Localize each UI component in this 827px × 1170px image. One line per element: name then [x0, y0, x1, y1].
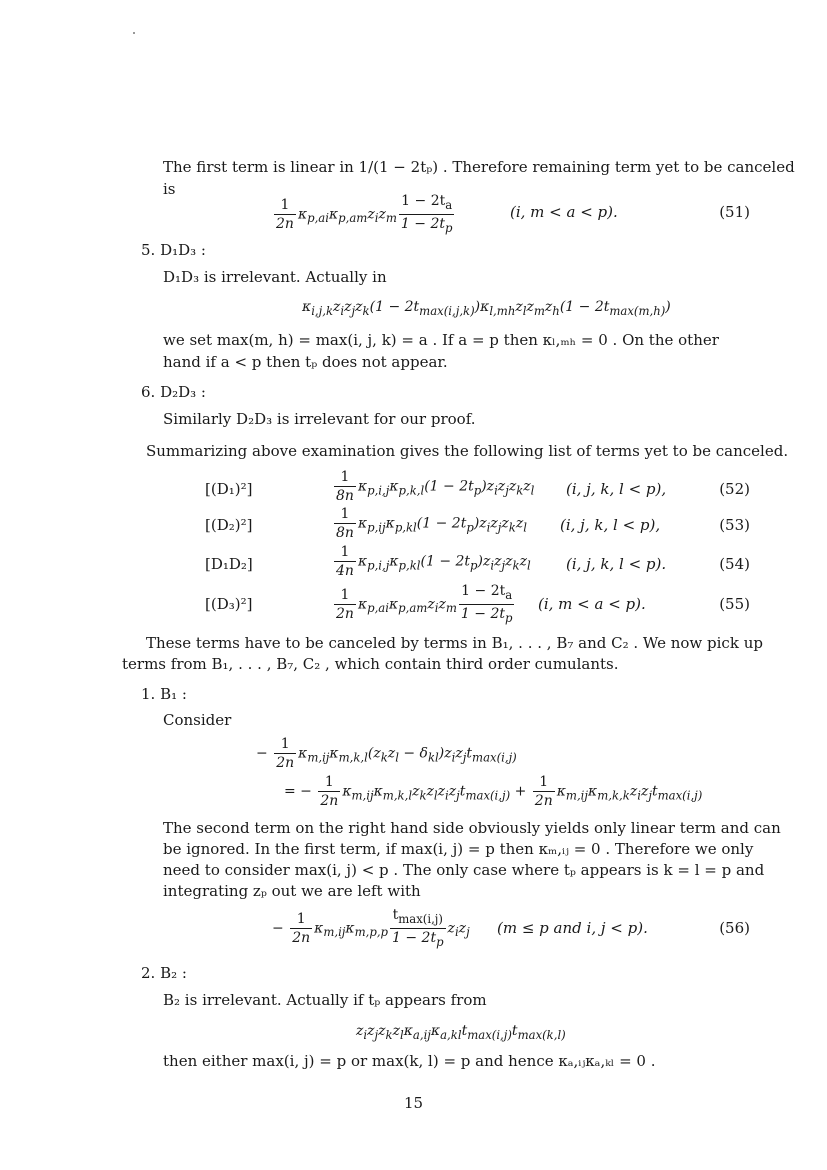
equation-52-condition: (i, j, k, l < p), [566, 480, 667, 498]
item2-line2: then either max(i, j) = p or max(k, l) = p and hence κₐ,ᵢⱼκₐ,ₖₗ = 0 . [163, 1052, 656, 1070]
item1-line4: integrating zₚ out we are left with [163, 882, 421, 900]
equation-54: $\frac{1}{4n}$ $\kappa_{p,i,j}\kappa_{p,kl}(1 - 2t_p)z_iz_jz_kz_l$ [336, 544, 531, 579]
equation-54-condition: (i, j, k, l < p). [566, 555, 667, 573]
para1-line1: The first term is linear in 1/(1 − 2tₚ) . Therefore remaining term yet to be canceled [163, 158, 795, 176]
item1-line2: be ignored. In the first term, if max(i, j) = p then κₘ,ᵢⱼ = 0 . Therefore we only [163, 840, 754, 858]
equation-b1-line1: − $\frac{1}{2n}$ $\kappa_{m,ij}\kappa_{m,k,l}(z_kz_l - \delta_{kl})z_iz_jt_{max(i,j)}$ [256, 736, 517, 771]
list-lhs-53: [(D₂)²] [205, 516, 253, 534]
para2-line1: These terms have to be canceled by terms in B₁, . . . , B₇ and C₂ . We now pick up [146, 634, 763, 652]
equation-53-condition: (i, j, k, l < p), [560, 516, 661, 534]
item2-label: 2. B₂ : [141, 964, 187, 982]
equation-53-number: (53) [719, 516, 750, 534]
list-lhs-52: [(D₁)²] [205, 480, 253, 498]
summary-line: Summarizing above examination gives the following list of terms yet to be canceled. [146, 442, 789, 460]
item6-line1: Similarly D₂D₃ is irrelevant for our proof. [163, 410, 476, 428]
equation-51: $\frac{1}{2n}$ $\kappa_{p,ai}\kappa_{p,am}z_iz_m$ $\frac{1 - 2t_a}{1 - 2t_p}$ [276, 193, 453, 235]
equation-51-condition: (i, m < a < p). [510, 203, 618, 221]
item1-line3: need to consider max(i, j) < p . The only case where tₚ appears is k = l = p and [163, 861, 765, 879]
item5-label: 5. D₁D₃ : [141, 241, 206, 259]
equation-b1-line2: = − $\frac{1}{2n}$ $\kappa_{m,ij}\kappa_{m,k,l}z_kz_lz_iz_jt_{max(i,j)}$ + $\frac{1}{2n}$ $\kappa_{m,ij}\kappa_{m,k,k}z_iz_jt_{max(i,j)}$ [284, 774, 703, 809]
equation-56-number: (56) [719, 919, 750, 937]
equation-53: $\frac{1}{8n}$ $\kappa_{p,ij}\kappa_{p,kl}(1 - 2t_p)z_iz_jz_kz_l$ [336, 506, 527, 541]
page-number: 15 [403, 1094, 424, 1112]
equation-54-number: (54) [719, 555, 750, 573]
item2-line1: B₂ is irrelevant. Actually if tₚ appears from [163, 991, 487, 1009]
item1-label: 1. B₁ : [141, 685, 187, 703]
equation-52: $\frac{1}{8n}$ $\kappa_{p,i,j}\kappa_{p,k,l}(1 - 2t_p)z_iz_jz_kz_l$ [336, 469, 535, 504]
scan-speck [133, 32, 135, 34]
item1-line1: The second term on the right hand side obviously yields only linear term and can [163, 819, 781, 837]
equation-56: − $\frac{1}{2n}$ $\kappa_{m,ij}\kappa_{m,p,p}$ $\frac{t_{max(i,j)}}{1 - 2t_p}$ $z_iz_j$ [272, 907, 470, 949]
item1-consider: Consider [163, 711, 232, 729]
item5-line3: hand if a < p then tₚ does not appear. [163, 353, 448, 371]
equation-51-number: (51) [719, 203, 750, 221]
item5-expression: $\kappa_{i,j,k}z_iz_jz_k(1 - 2t_{max(i,j,k)})\kappa_{l,mh}z_lz_mz_h(1 - 2t_{max(m,h)})$ [302, 299, 671, 318]
item5-line1: D₁D₃ is irrelevant. Actually in [163, 268, 387, 286]
equation-55: $\frac{1}{2n}$ $\kappa_{p,ai}\kappa_{p,am}z_iz_m$ $\frac{1 - 2t_a}{1 - 2t_p}$ [336, 583, 513, 625]
list-lhs-55: [(D₃)²] [205, 595, 253, 613]
equation-52-number: (52) [719, 480, 750, 498]
para2-line2: terms from B₁, . . . , B₇, C₂ , which contain third order cumulants. [122, 655, 619, 673]
equation-55-number: (55) [719, 595, 750, 613]
list-lhs-54: [D₁D₂] [205, 555, 253, 573]
item6-label: 6. D₂D₃ : [141, 383, 206, 401]
item5-line2: we set max(m, h) = max(i, j, k) = a . If a = p then κₗ,ₘₕ = 0 . On the other [163, 331, 719, 349]
para1-line2: is [163, 180, 176, 198]
equation-56-condition: (m ≤ p and i, j < p). [497, 919, 648, 937]
equation-55-condition: (i, m < a < p). [538, 595, 646, 613]
item2-expression: $z_iz_jz_kz_l\kappa_{a,ij}\kappa_{a,kl}t_{max(i,j)}t_{max(k,l)}$ [356, 1023, 566, 1042]
